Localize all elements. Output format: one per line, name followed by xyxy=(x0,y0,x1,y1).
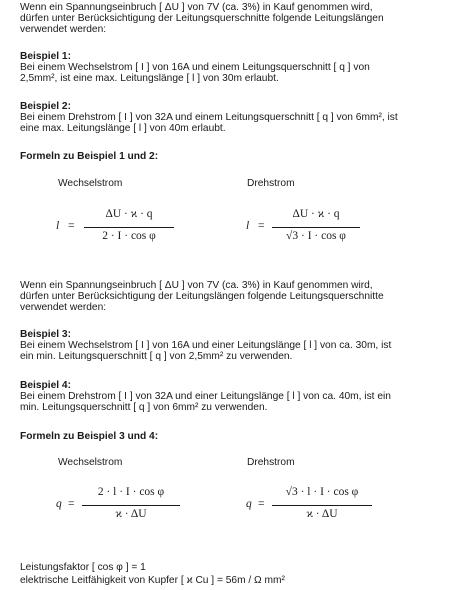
formula-equals: = xyxy=(258,498,265,510)
formula-denominator: ϰ · ΔU xyxy=(306,508,338,520)
label-wechselstrom-1: Wechselstrom xyxy=(58,178,123,189)
power-factor-note: Leistungsfaktor [ cos φ ] = 1 xyxy=(20,562,146,573)
formula-equals: = xyxy=(68,220,75,232)
formula-lhs: l xyxy=(56,220,60,232)
formula-cross-section-three-phase xyxy=(246,486,372,526)
formulas-3-4-heading: Formeln zu Beispiel 3 und 4: xyxy=(20,431,159,442)
formula-equals: = xyxy=(68,498,75,510)
formula-cross-section-single-phase xyxy=(56,486,182,526)
example-4-heading: Beispiel 4: xyxy=(20,380,71,391)
conductivity-note: elektrische Leitfähigkeit von Kupfer [ ϰ Cu ] = 56m / Ω mm² xyxy=(20,575,285,586)
formulas-1-2-heading: Formeln zu Beispiel 1 und 2: xyxy=(20,151,159,162)
example-2-heading: Beispiel 2: xyxy=(20,101,71,112)
formula-lhs: l xyxy=(246,220,250,232)
intro-paragraph-2: Wenn ein Spannungseinbruch [ ΔU ] von 7V (ca. 3%) in Kauf genommen wird, dürfen unter Berücksichtigung der Leitungslängen folgende Leitungsquerschnitte verwendet werden: xyxy=(20,280,384,313)
formula-numerator: 2 · l · I · cos φ xyxy=(97,486,165,498)
label-wechselstrom-2: Wechselstrom xyxy=(58,457,123,468)
intro-paragraph-1: Wenn ein Spannungseinbruch [ ΔU ] von 7V (ca. 3%) in Kauf genommen wird, dürfen unter Berücksichtigung der Leitungsquerschnitte folgende Leitungslängen verwendet werden: xyxy=(20,2,384,35)
formula-denominator: 2 · I · cos φ xyxy=(102,230,156,242)
label-drehstrom-2: Drehstrom xyxy=(247,457,295,468)
example-2-text: Bei einem Drehstrom [ I ] von 32A und einem Leitungsquerschnitt [ q ] von 6mm², ist eine max. Leitungslänge [ l ] von 40m erlaubt. xyxy=(20,112,398,134)
label-drehstrom-1: Drehstrom xyxy=(247,178,295,189)
formula-length-single-phase xyxy=(56,208,176,248)
formula-numerator: √3 · l · I · cos φ xyxy=(285,486,359,498)
formula-length-three-phase xyxy=(246,208,366,248)
example-3-heading: Beispiel 3: xyxy=(20,329,71,340)
formula-equals: = xyxy=(258,220,265,232)
fraction-bar xyxy=(272,505,372,506)
fraction-bar xyxy=(84,227,174,228)
formula-numerator: ΔU · ϰ · q xyxy=(105,208,153,220)
example-1-heading: Beispiel 1: xyxy=(20,51,71,62)
fraction-bar xyxy=(272,227,360,228)
fraction-bar xyxy=(82,505,180,506)
formula-denominator: ϰ · ΔU xyxy=(115,508,147,520)
example-4-text: Bei einem Drehstrom [ I ] von 32A und einer Leitungslänge [ l ] von ca. 40m, ist ein min. Leitungsquerschnitt [ q ] von 6mm² zu verwenden. xyxy=(20,391,391,413)
formula-lhs: q xyxy=(246,498,252,510)
example-3-text: Bei einem Wechselstrom [ I ] von 16A und einer Leitungslänge [ l ] von ca. 30m, ist ein min. Leitungsquerschnitt [ q ] von 2,5mm² zu verwenden. xyxy=(20,340,392,362)
example-1-text: Bei einem Wechselstrom [ I ] von 16A und einem Leitungsquerschnitt [ q ] von 2,5mm², ist eine max. Leitungslänge [ l ] von 30m erlaubt. xyxy=(20,62,370,84)
formula-lhs: q xyxy=(56,498,62,510)
formula-numerator: ΔU · ϰ · q xyxy=(292,208,340,220)
formula-denominator: √3 · I · cos φ xyxy=(286,230,346,242)
